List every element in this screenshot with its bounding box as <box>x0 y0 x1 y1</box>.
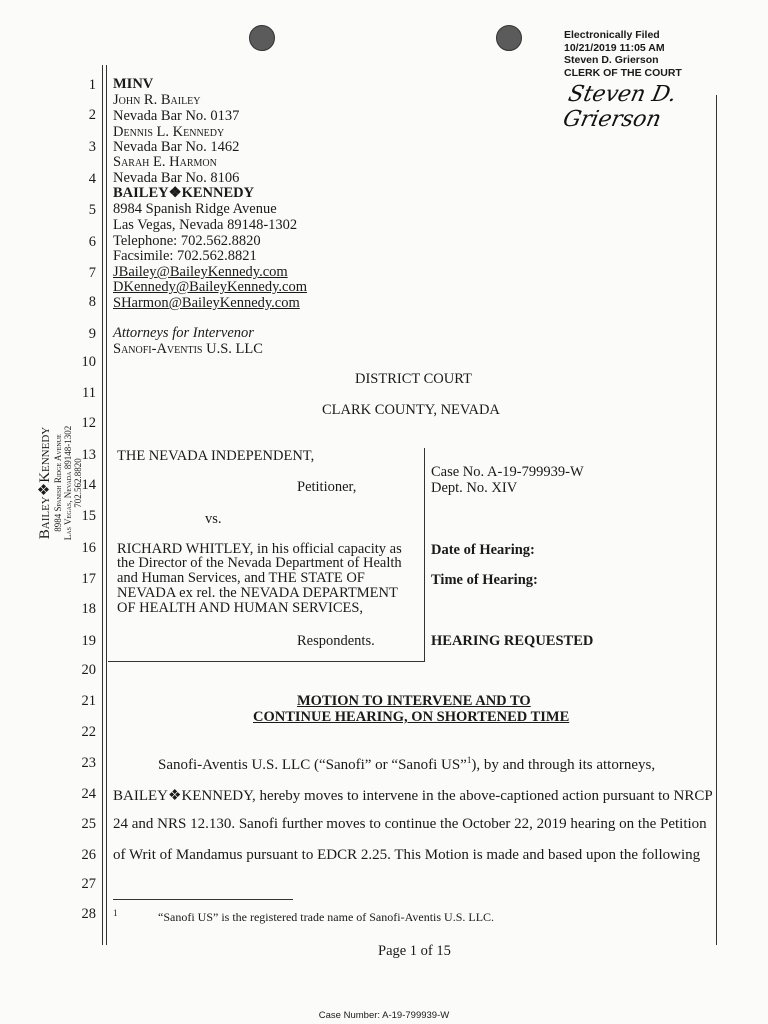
line-number: 26 <box>81 847 96 863</box>
case-number-footer: Case Number: A-19-799939-W <box>318 1010 450 1021</box>
attorney-1: John R. Bailey <box>113 92 201 108</box>
footnote-number: 1 <box>113 908 118 918</box>
efile-line1: Electronically Filed <box>564 29 660 41</box>
address-2: Las Vegas, Nevada 89148-1302 <box>113 217 298 233</box>
address-1: 8984 Spanish Ridge Avenue <box>113 201 277 217</box>
line-number: 25 <box>81 816 96 832</box>
respondent-label: Respondents. <box>297 633 375 649</box>
line-number: 21 <box>81 693 96 709</box>
page-number: Page 1 of 15 <box>378 943 451 959</box>
bar-no-1: Nevada Bar No. 0137 <box>113 108 240 124</box>
facsimile: Facsimile: 702.562.8821 <box>113 248 257 264</box>
line-number: 22 <box>81 724 96 740</box>
motion-title-line-2: CONTINUE HEARING, ON SHORTENED TIME <box>253 709 570 725</box>
footnote-text: “Sanofi US” is the registered trade name of Sanofi-Aventis U.S. LLC. <box>158 910 495 924</box>
punch-hole-right <box>496 25 522 51</box>
versus: vs. <box>205 511 222 527</box>
line-number: 9 <box>88 326 96 342</box>
sidebar-phone: 702.562.8820 <box>73 458 83 508</box>
line-number: 4 <box>88 171 96 187</box>
bar-no-3: Nevada Bar No. 8106 <box>113 170 240 186</box>
line-number: 7 <box>88 265 96 281</box>
line-number: 6 <box>88 234 96 250</box>
line-number: 27 <box>81 876 96 892</box>
body-line-23-text: Sanofi-Aventis U.S. LLC (“Sanofi” or “Sanofi US” <box>158 757 467 773</box>
attorneys-for: Attorneys for Intervenor <box>113 325 254 341</box>
line-number: 17 <box>81 571 96 587</box>
sidebar-address1: 8984 Spanish Ridge Avenue <box>53 434 63 532</box>
line-number: 23 <box>81 755 96 771</box>
sidebar-firm-stamp <box>37 383 83 583</box>
respondent-line-3: and Human Services, and THE STATE OF <box>117 570 365 586</box>
electronic-filing-stamp <box>564 29 682 79</box>
telephone: Telephone: 702.562.8820 <box>113 233 261 249</box>
bar-no-2: Nevada Bar No. 1462 <box>113 139 240 155</box>
attorney-2: Dennis L. Kennedy <box>113 124 225 140</box>
court-county: CLARK COUNTY, NEVADA <box>322 402 500 418</box>
efile-line4: CLERK OF THE COURT <box>564 66 682 79</box>
line-number: 15 <box>81 508 96 524</box>
line-number: 13 <box>81 447 96 463</box>
line-number: 28 <box>81 906 96 922</box>
clerk-signature: Steven D. Grierson <box>560 82 679 132</box>
body-line-23-end: ), by and through its attorneys, <box>471 757 656 773</box>
caption-divider-vertical <box>424 448 425 661</box>
left-margin-line-1 <box>102 65 103 945</box>
line-number: 2 <box>88 107 96 123</box>
line-number: 16 <box>81 540 96 556</box>
respondent-line-1: RICHARD WHITLEY, in his official capacity as <box>117 541 402 557</box>
client-name: Sanofi-Aventis U.S. LLC <box>113 341 263 357</box>
case-number: Case No. A-19-799939-W <box>431 464 584 480</box>
email-link-1[interactable]: JBailey@BaileyKennedy.com <box>113 264 288 280</box>
body-line-25: 24 and NRS 12.130. Sanofi further moves to continue the October 22, 2019 hearing on the Petition <box>113 816 707 832</box>
motion-title-line-1: MOTION TO INTERVENE AND TO <box>297 693 531 709</box>
firm-name: BAILEY❖KENNEDY <box>113 185 255 201</box>
caption-divider-horizontal <box>108 661 425 662</box>
line-number: 20 <box>81 662 96 678</box>
respondent-line-5: OF HEALTH AND HUMAN SERVICES, <box>117 600 364 616</box>
right-margin-line <box>716 95 717 945</box>
hearing-requested: HEARING REQUESTED <box>431 633 594 649</box>
sidebar-address2: Las Vegas, Nevada 89148-1302 <box>63 425 73 541</box>
department-number: Dept. No. XIV <box>431 480 518 496</box>
petitioner-label: Petitioner, <box>297 479 357 495</box>
court-name: DISTRICT COURT <box>355 371 472 387</box>
line-number: 10 <box>81 354 96 370</box>
date-of-hearing: Date of Hearing: <box>431 542 535 558</box>
line-number: 12 <box>81 415 96 431</box>
sidebar-firm: Bailey❖Kennedy <box>37 426 53 540</box>
time-of-hearing: Time of Hearing: <box>431 572 538 588</box>
line-number: 14 <box>81 477 96 493</box>
line-number: 1 <box>88 77 96 93</box>
left-margin-line-2 <box>106 65 107 945</box>
attorney-3: Sarah E. Harmon <box>113 154 217 170</box>
body-line-23 <box>158 755 655 774</box>
line-number: 5 <box>88 202 96 218</box>
line-number: 19 <box>81 633 96 649</box>
email-link-3[interactable]: SHarmon@BaileyKennedy.com <box>113 295 300 311</box>
respondent-line-2: the Director of the Nevada Department of Health <box>117 555 402 571</box>
efile-line2: 10/21/2019 11:05 AM <box>564 41 665 54</box>
efile-line3: Steven D. Grierson <box>564 54 659 66</box>
doc-code: MINV <box>113 76 154 92</box>
footnote-ref: 1 <box>466 755 472 765</box>
line-number: 3 <box>88 139 96 155</box>
line-number: 11 <box>82 385 96 401</box>
line-number: 24 <box>81 786 96 802</box>
respondent-line-4: NEVADA ex rel. the NEVADA DEPARTMENT <box>117 585 398 601</box>
line-number: 8 <box>88 294 96 310</box>
footnote-separator <box>113 899 293 900</box>
punch-hole-left <box>249 25 275 51</box>
body-line-24: BAILEY❖KENNEDY, hereby moves to intervene in the above-captioned action pursuant to NRCP <box>113 788 713 804</box>
email-link-2[interactable]: DKennedy@BaileyKennedy.com <box>113 279 308 295</box>
line-number: 18 <box>81 601 96 617</box>
petitioner-name: THE NEVADA INDEPENDENT, <box>117 448 315 464</box>
body-line-26: of Writ of Mandamus pursuant to EDCR 2.25. This Motion is made and based upon the following <box>113 847 701 863</box>
